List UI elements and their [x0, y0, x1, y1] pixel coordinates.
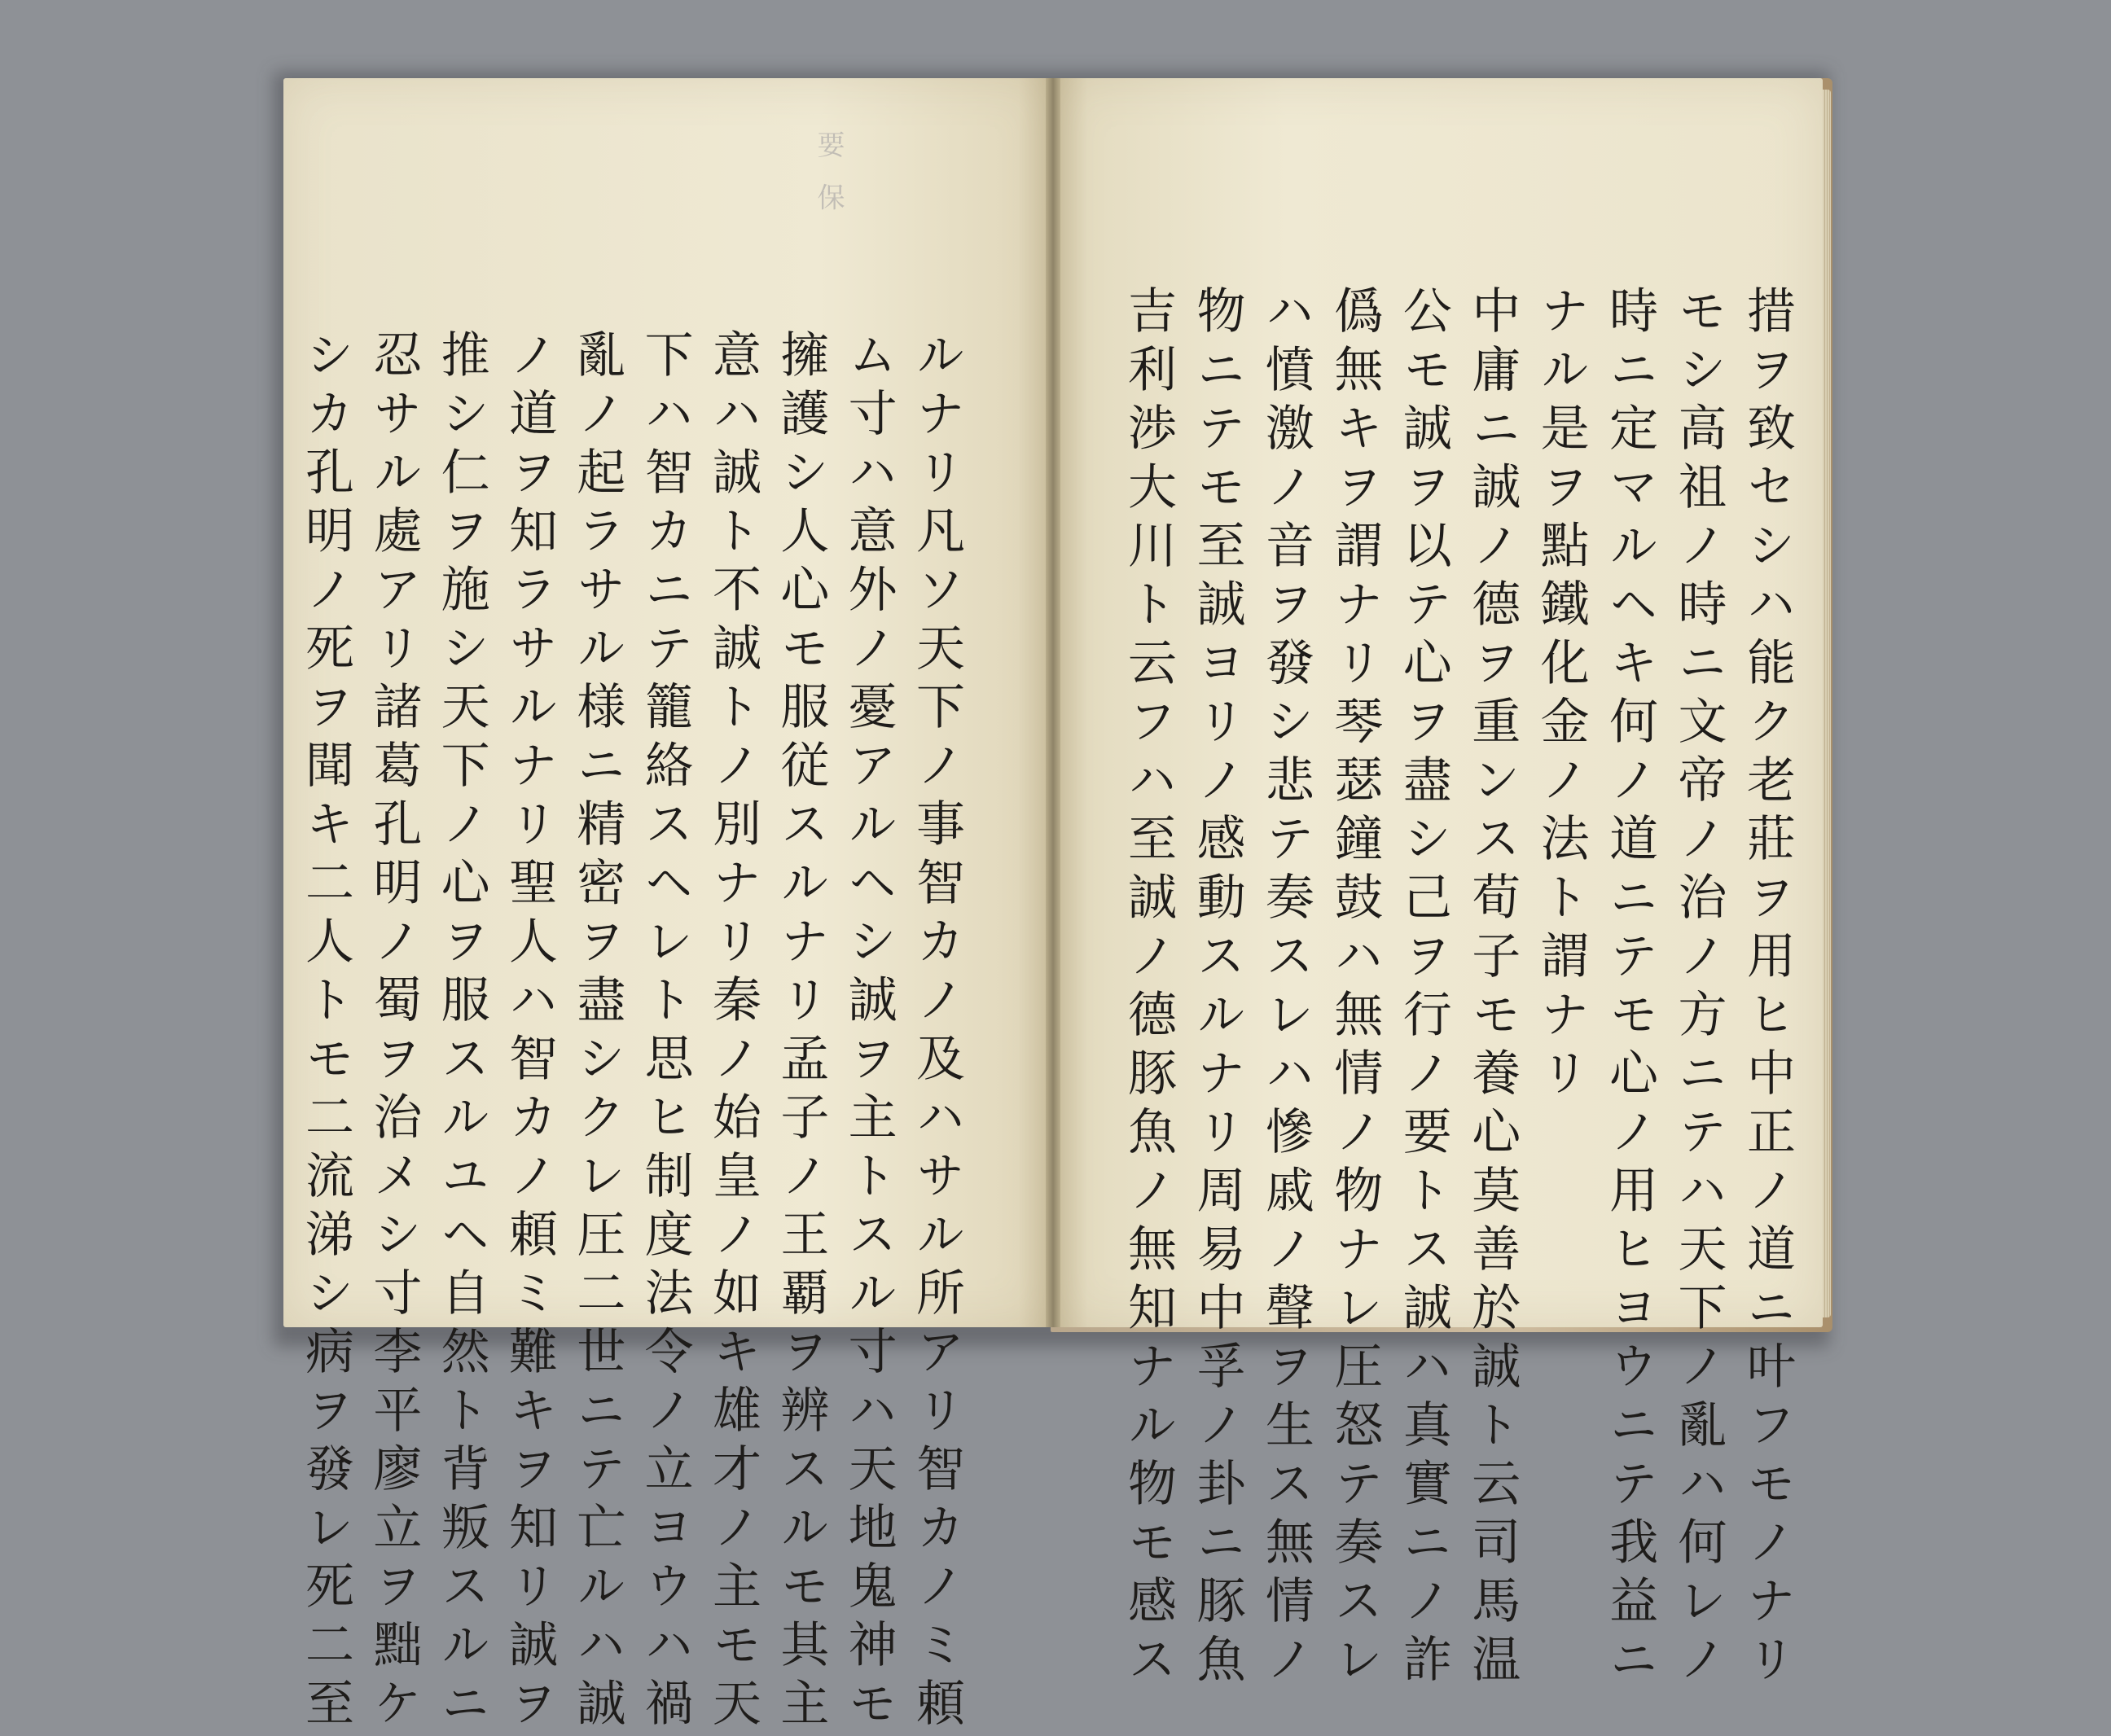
- right-column-2: モシ高祖ノ時ニ文帝ノ治ノ方ニテハ天下ノ亂ハ何レノ: [1670, 285, 1727, 1692]
- left-column-4: 意ハ誠ト不誠トノ別ナリ秦ノ始皇ノ如キ雄才ノ主モ天: [704, 329, 761, 1736]
- book-gutter: [1046, 78, 1060, 1327]
- right-column-1: 措ヲ致セシハ能ク老莊ヲ用ヒ中正ノ道ニ叶フモノナリ: [1739, 285, 1796, 1692]
- page-stack-edge: [1823, 90, 1831, 1317]
- bleed-through-mark: 要 保: [812, 130, 845, 219]
- right-column-6: 公モ誠ヲ以テ心ヲ盡シ己ヲ行ノ要トス誠ハ真實ニノ詐: [1394, 285, 1452, 1692]
- right-column-8: ハ憤激ノ音ヲ發シ悲テ奏スレハ慘戚ノ聲ヲ生ス無情ノ: [1257, 285, 1314, 1692]
- left-column-2: ム寸ハ意外ノ憂アルヘシ誠ヲ主トスル寸ハ天地鬼神モ: [840, 329, 898, 1736]
- right-column-4: ナル是ヲ點鐵化金ノ法ト謂ナリ: [1532, 285, 1590, 1106]
- left-column-7: ノ道ヲ知ラサルナリ聖人ハ智カノ頼ミ難キヲ知リ誠ヲ: [501, 329, 558, 1736]
- left-column-3: 擁護シ人心モ服従スルナリ孟子ノ王覇ヲ辨スルモ其主: [772, 329, 830, 1736]
- left-column-8: 推シ仁ヲ施シ天下ノ心ヲ服スルユヘ自然ト背叛スルニ: [432, 329, 490, 1736]
- left-column-9: 忍サル處アリ諸葛孔明ノ蜀ヲ治メシ寸李平廖立ヲ黜ケ: [365, 329, 423, 1736]
- right-column-5: 中庸ニ誠ノ德ヲ重ンス荀子モ養心莫善於誠ト云司馬温: [1464, 285, 1521, 1692]
- left-column-10: シカ孔明ノ死ヲ聞キ二人トモ二流涕シ病ヲ發レ死二至: [297, 329, 354, 1736]
- right-column-9: 物ニテモ至誠ヨリノ感動スルナリ周易中孚ノ卦ニ豚魚: [1188, 285, 1246, 1692]
- left-column-6: 亂ノ起ラサル様ニ精密ヲ盡シクレ圧二世ニテ亡ルハ誠: [568, 329, 626, 1736]
- left-column-1: ルナリ凡ソ天下ノ事智カノ及ハサル所アリ智カノミ頼: [908, 329, 965, 1736]
- right-column-3: 時ニ定マルヘキ何ノ道ニテモ心ノ用ヒヨウニテ我益ニ: [1601, 285, 1659, 1692]
- left-column-5: 下ハ智カニテ籠絡スヘレト思ヒ制度法令ノ立ヨウハ禍: [636, 329, 694, 1736]
- right-column-7: 僞無キヲ謂ナリ琴瑟鐘鼓ハ無情ノ物ナレ圧怒テ奏スレ: [1326, 285, 1384, 1692]
- right-column-10: 吉利渉大川ト云フハ至誠ノ德豚魚ノ無知ナル物モ感ス: [1120, 285, 1177, 1692]
